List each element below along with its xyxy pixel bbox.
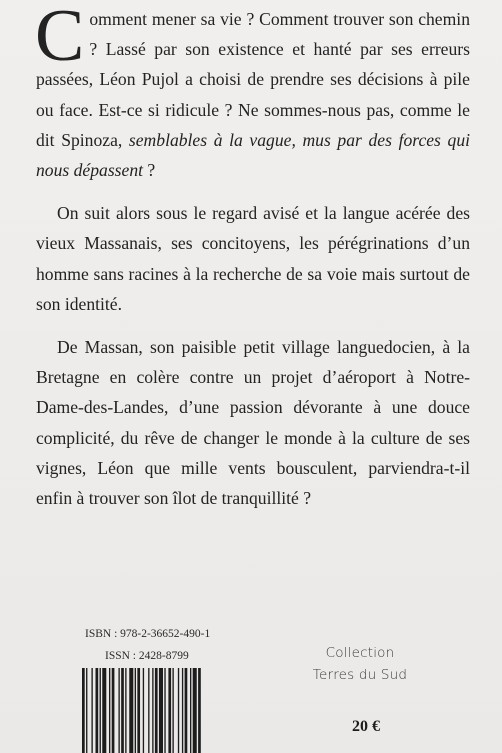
- collection-name: Terres du Sud: [312, 667, 408, 683]
- collection-stamp: [304, 642, 416, 686]
- spinoza-quote: semblables à la vague, mus par des forces qui nous dépassent: [36, 129, 471, 181]
- isbn-label: ISBN : 978-2-36652-490-1: [85, 628, 211, 640]
- drop-cap: C: [35, 0, 85, 77]
- blurb-paragraph-1-start: omment mener sa vie ? Comment trouver son chemin ? Lassé par son existence et hanté par ses erreurs passées, Léon Pujol a choisi de prendre ses décisions à pile ou face. Est-ce si ridicule ? Ne sommes-nous pas, comme le dit Spinoza,: [36, 9, 470, 150]
- blurb-paragraph-3: De Massan, son paisible petit village languedocien, à la Bretagne en colère contre un projet d’aéroport à Notre-Dame-des-Landes, d’une passion dévorante à une douce complicité, du rêve de changer le monde à la culture de ses vignes, Léon que mille vents bousculent, parviendra-t-il enfin à trouver son îlot de tranquillité ?: [36, 337, 470, 509]
- collection-label: Collection: [325, 645, 395, 661]
- blurb-paragraph-1-end: ?: [143, 160, 156, 181]
- blurb-text: [35, 0, 471, 526]
- price: 20 €: [352, 718, 380, 735]
- barcode: [80, 668, 242, 753]
- blurb-paragraph-2: On suit alors sous le regard avisé et la langue acérée des vieux Massanais, ses concitoyens, les pérégrinations d’un homme sans racines à la recherche de sa voie mais surtout de son identité.: [36, 203, 470, 314]
- blurb-paragraph-1: [35, 0, 471, 185]
- issn-label: ISSN : 2428-8799: [105, 650, 189, 662]
